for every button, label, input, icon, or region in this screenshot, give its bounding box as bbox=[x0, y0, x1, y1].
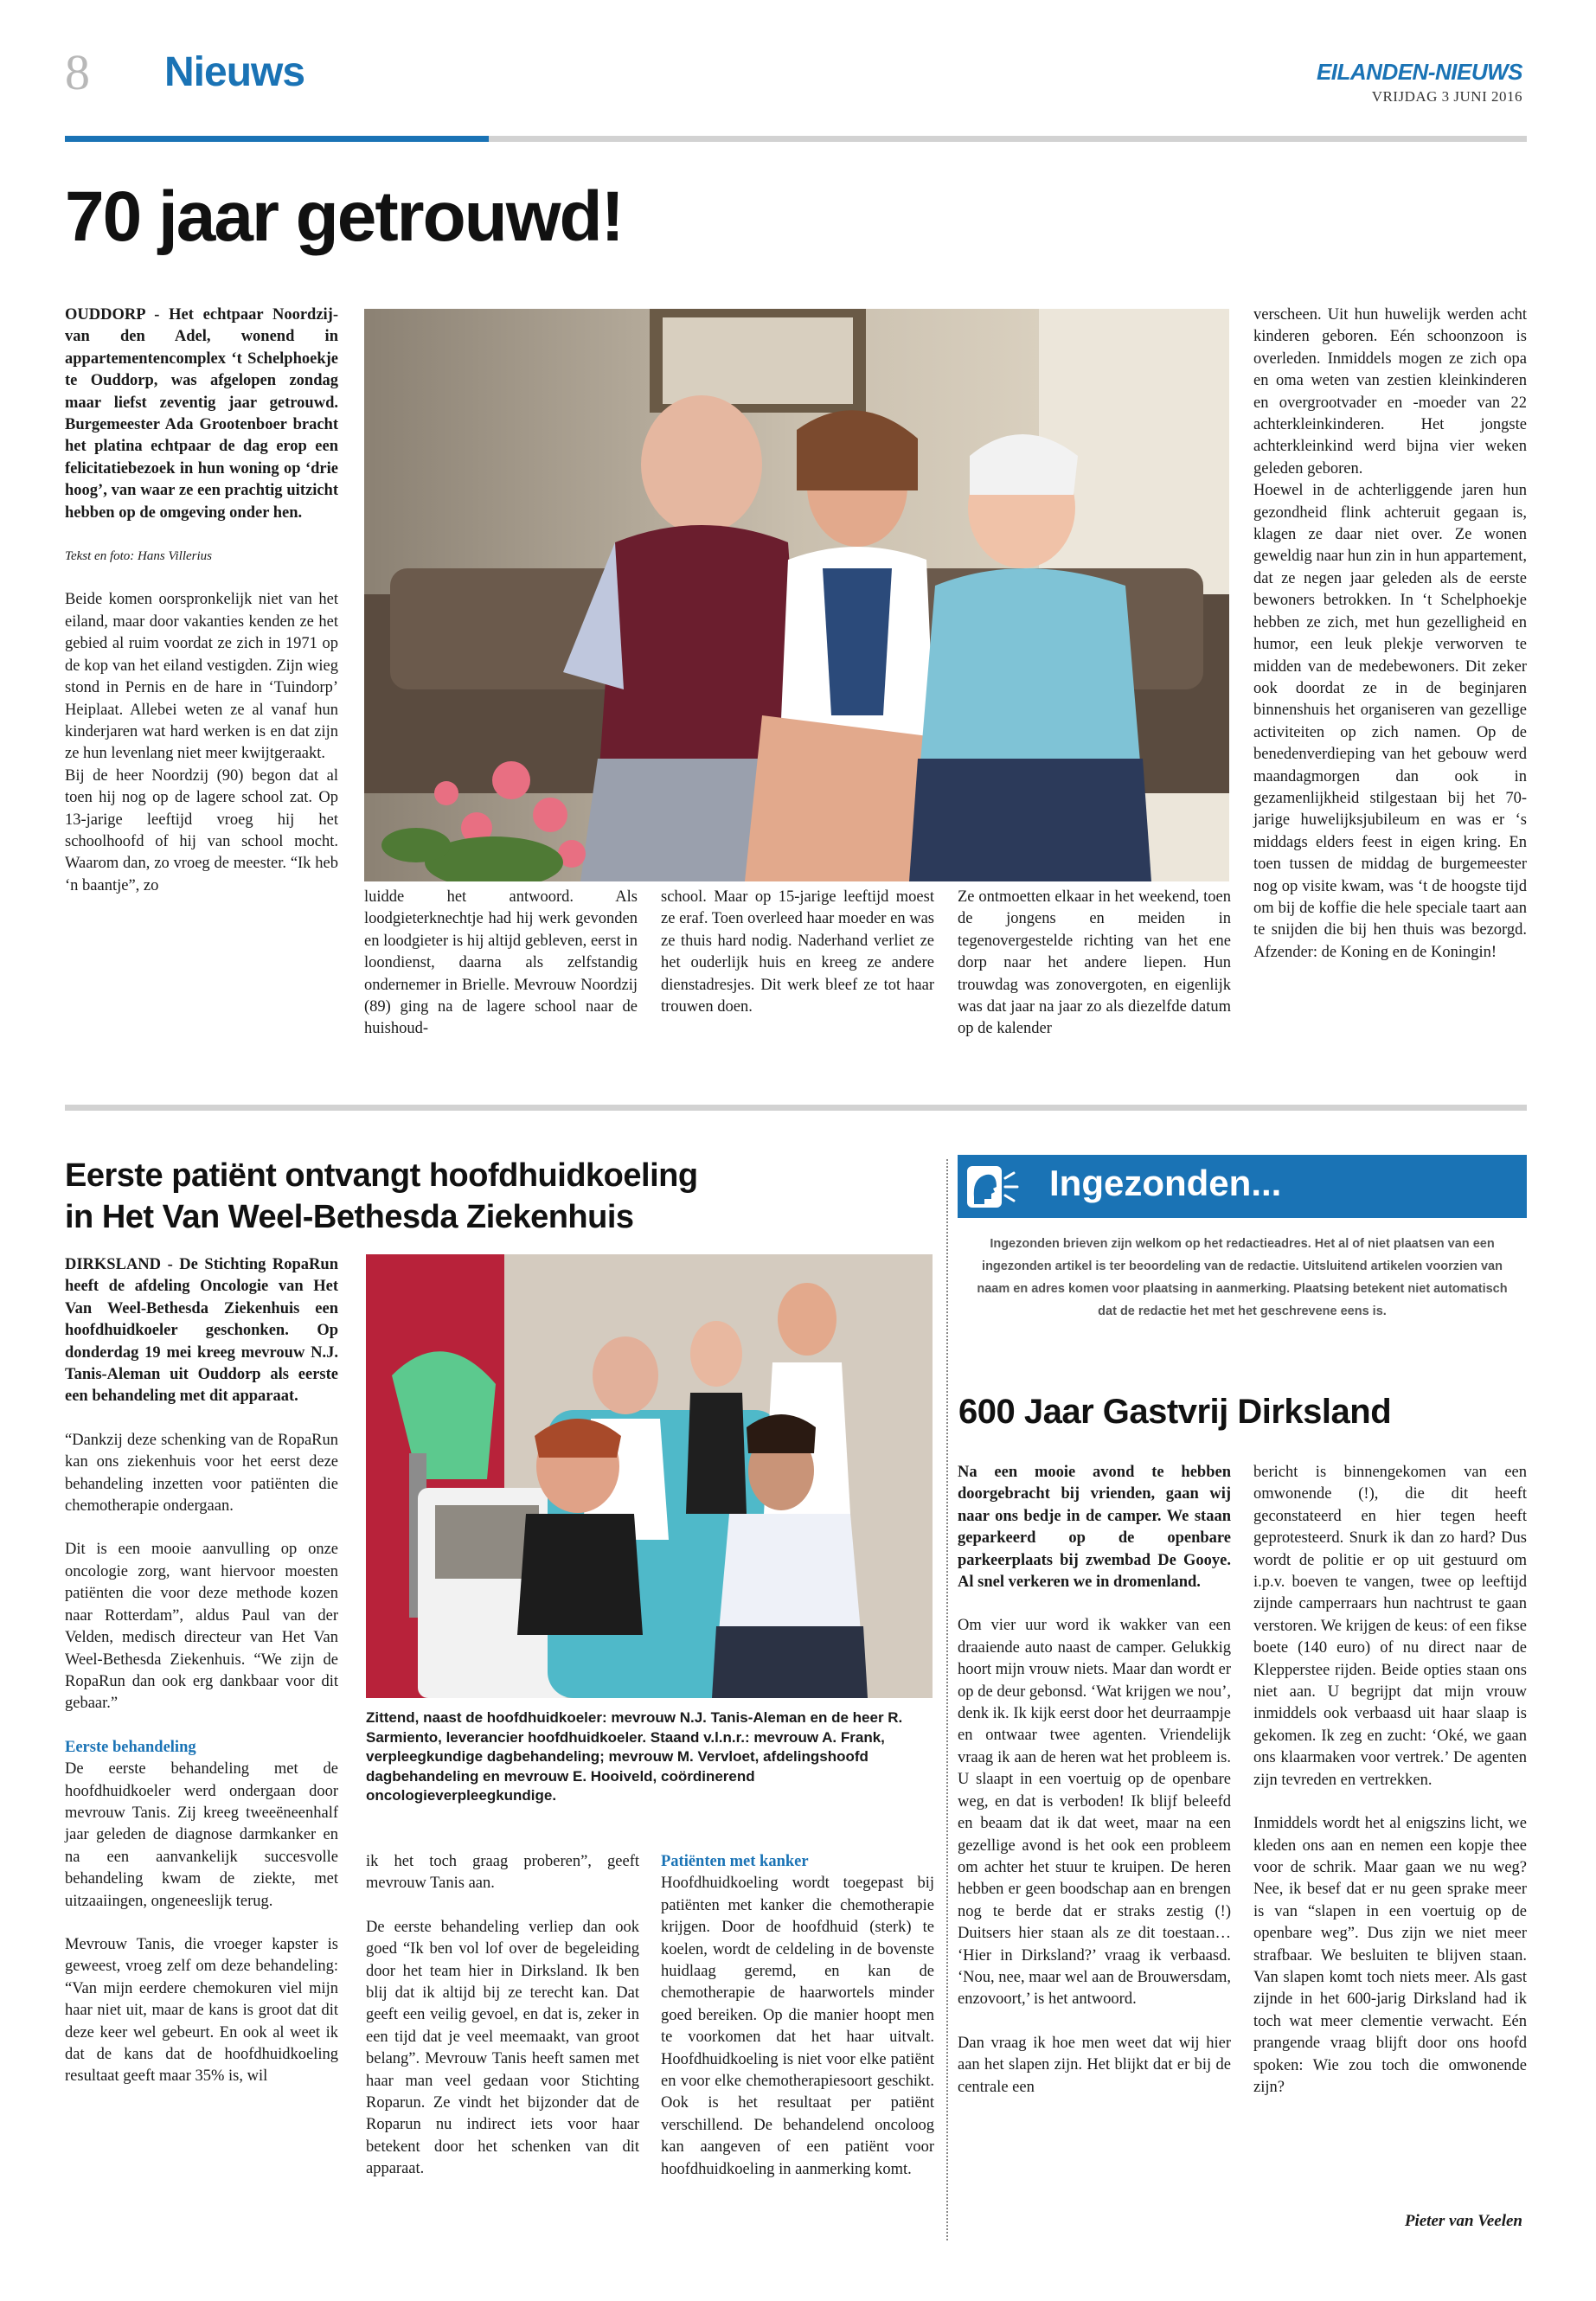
article1-column-1 bbox=[65, 304, 338, 897]
article1-column-4 bbox=[958, 887, 1231, 1041]
article1-column-3 bbox=[661, 887, 934, 1018]
article1-paragraph: Bij de heer Noordzij (90) begon dat al toen hij nog op de lagere school zat. Op 13-jarige leeftijd vroeg hij het schoolhoofd of hij van school mocht. Waarom dan, zo vroeg de meester. “Ik heb ‘n baantje”, zo bbox=[65, 766, 338, 894]
column-divider bbox=[946, 1159, 948, 2240]
article1-paragraph: luidde het antwoord. Als loodgieterknechtje had hij werk gevonden en loodgieter is hij altijd gebleven, eerst in loondienst, daarna als zelfstandig ondernemer in Brielle. Mevrouw Noordzij (89) ging na de lagere school naar de huishoud- bbox=[364, 888, 638, 1038]
article3-paragraph: Dan vraag ik hoe men weet dat wij hier aan het slapen zijn. Het blijkt dat er bij de centrale een bbox=[958, 2034, 1231, 2096]
speaking-head-icon bbox=[967, 1166, 1019, 1208]
ingezonden-title: Ingezonden... bbox=[1049, 1163, 1282, 1203]
article1-paragraph: Hoewel in de achterliggende jaren hun gezondheid flink achteruit gegaan is, klagen ze daar niet over. Ze wonen geweldig naar hun zin in hun appartement, dat ze negen jaar geleden als de eerste bewoners betrokken. In ‘t Schelphoekje hebben ze zich, met hun gezelligheid en humor, een leuk plekje verworven te midden van de medebewoners. Dit zeker ook doordat ze in de beginjaren binnenshuis het organiseren van gezellige activiteiten op zich namen. Op de benedenverdieping van het gebouw werd maandagmorgen dan ook in gezamenlijkheid stilgestaan bij het 70-jarige huwelijksjubileum en was er ‘s middags elders feest in eigen kring. En toen tussen de middag de burgemeester nog op visite kwam, was ‘t de hoogste tijd om bij de koffie die hele speciale taart aan te snijden die bij hen thuis was bezorgd. Afzender: de Koning en de Koningin! bbox=[1253, 482, 1527, 961]
article1-column-5 bbox=[1253, 304, 1527, 964]
article2-column-3 bbox=[661, 1851, 934, 2181]
article1-paragraph: Beide komen oorspronkelijk niet van het eiland, maar door vakanties kenden ze het gebied al ruim voordat ze zich in 1971 op de kop van het eiland vestigden. Zijn wieg stond in Pernis en de hare in ‘Tuindorp’ Heiplaat. Allebei weten ze al vanaf hun kinderjaren wat hard werken is en dat zijn ze hun levenlang niet meer kwijtgeraakt. bbox=[65, 591, 338, 763]
article2-photo bbox=[366, 1254, 933, 1698]
article3-author: Pieter van Veelen bbox=[1404, 2212, 1522, 2230]
article3-headline: 600 Jaar Gastvrij Dirksland bbox=[958, 1393, 1392, 1431]
article1-paragraph: Ze ontmoetten elkaar in het weekend, toen de jongens en meiden in tegenovergestelde richting van het ene dorp naar het andere liepen. Hun trouwdag was zonovergoten, en eigenlijk was dat jaar na jaar zo als diezelfde datum op de kalender bbox=[958, 888, 1231, 1038]
ingezonden-notice: Ingezonden brieven zijn welkom op het redactieadres. Het al of niet plaatsen van een ingezonden artikel is ter beoordeling van de redactie. Uitsluitend artikelen voorzien van naam en adres komen voor plaatsing in aanmerking. Plaatsing betekent niet automatisch dat de redactie het met het geschrevene eens is. bbox=[977, 1237, 1508, 1318]
article2-subhead: Eerste behandeling bbox=[65, 1738, 196, 1756]
article1-paragraph: school. Maar op 15-jarige leeftijd moest ze eraf. Toen overleed haar moeder en was ze thuis hard nodig. Naderhand verliet ze het ouderlijk huis en kreeg ze andere dienstadresjes. Dit werk bleef ze tot haar trouwen doen. bbox=[661, 888, 934, 1016]
section-divider bbox=[65, 1105, 1527, 1111]
section-title: Nieuws bbox=[164, 49, 305, 95]
article2-paragraph: Hoofdhuidkoeling wordt toegepast bij patiënten met kanker die chemotherapie krijgen. Door de hoofdhuid (sterk) te koelen, wordt de celdeling in de bovenste huidlaag geremd, en kan de chemotherapie de haarwortels minder goed bereiken. Op die manier hoopt men te voorkomen dat het haar uitvalt. Hoofdhuidkoeling is niet voor elke patiënt en voor elke chemotherapiesoort geschikt. Ook is het resultaat per patiënt verschillend. De behandelend oncoloog kan aangeven of een patiënt voor hoofdhuidkoeling in aanmerking komt. bbox=[661, 1875, 934, 2178]
article2-paragraph: Dit is een mooie aanvulling op onze oncologie zorg, want hiervoor moesten patiënten die voor deze methode kozen naar Rotterdam”, aldus Paul van der Velden, medisch directeur van Het Van Weel-Bethesda Ziekenhuis. “We zijn de RopaRun dan ook erg dankbaar voor dit gebaar.” bbox=[65, 1541, 338, 1713]
article2-paragraph: Mevrouw Tanis, die vroeger kapster is geweest, vroeg zelf om deze behandeling: “Van mijn eerdere chemokuren viel mijn haar niet uit, maar de kans is groot dat dit deze keer wel gebeurt. En ook al weet ik dat de kans dat de hoofdhuidkoeling resultaat geeft maar 35% is, wil bbox=[65, 1935, 338, 2086]
article3-paragraph: bericht is binnengekomen van een omwonende (!), die dit heeft geconstateerd en hier tegen heeft geprotesteerd. Snurk ik dan zo hard? Dus wordt de politie er op uit gestuurd om i.p.v. boeven te vangen, twee op leeftijd zijnde camperraars hun nachtrust te gaan verstoren. We krijgen de keus: of een fikse boete (140 euro) of nu direct naar de Klepperstee rijden. Beide opties staan ons niet aan. U begrijpt dat mijn vrouw inmiddels ook verbaasd uit haar slaap is gekomen. Ik zeg en zucht: ‘Oké, we gaan ons klaarmaken voor vertrek.’ De agenten zijn tevreden en vertrekken. bbox=[1253, 1464, 1527, 1789]
article2-photo-caption: Zittend, naast de hoofdhuidkoeler: mevrouw N.J. Tanis-Aleman en de heer R. Sarmiento, leverancier hoofdhuidkoeler. Staand v.l.n.r.: mevrouw A. Frank, verpleegkundige dagbehandeling; mevrouw M. Vervloet, afdelingshoofd dagbehandeling en mevrouw E. Hooiveld, coördinerend oncologieverpleegkundige. bbox=[366, 1709, 903, 1804]
article2-paragraph: “Dankzij deze schenking van de RopaRun kan ons ziekenhuis voor het eerst deze behandeling inzetten voor patiënten die chemotherapie ondergaan. bbox=[65, 1431, 338, 1516]
article1-lead: OUDDORP - Het echtpaar Noordzij-van den Adel, wonend in appartementencomplex ‘t Schelphoekje te Ouddorp, was afgelopen zondag maar liefst zeventig jaar getrouwd. Burgemeester Ada Grootenboer bracht het platina echtpaar de dag erop een felicitatiebezoek in hun woning op ‘drie hoog’, van waar ze een prachtig uitzicht hebben op de omgeving onder hen. bbox=[65, 306, 338, 522]
article2-paragraph: De eerste behandeling verliep dan ook goed “Ik ben vol lof over de begeleiding door het team hier in Dirksland. Ik ben blij dat ik altijd bij ze terecht kan. Dat geeft een veilig gevoel, en dat is, zeker in een tijd dat je veel meemaakt, van groot belang”. Mevrouw Tanis heeft samen met haar man veel gedaan voor Stichting Roparun. Ze vindt het bijzonder dat de Roparun nu indirect iets voor haar betekent door het schenken van dit apparaat. bbox=[366, 1918, 639, 2178]
article3-column-1 bbox=[958, 1462, 1231, 2099]
article1-photo-credit: Tekst en foto: Hans Villerius bbox=[65, 549, 212, 564]
header-rule-accent bbox=[65, 136, 489, 142]
article2-paragraph: ik het toch graag proberen”, geeft mevrouw Tanis aan. bbox=[366, 1853, 639, 1893]
article1-column-2 bbox=[364, 887, 638, 1041]
article3-lead: Na een mooie avond te hebben doorgebracht bij vrienden, gaan wij naar ons bedje in de camper. We staan geparkeerd op de openbare parkeerplaats bij zwembad De Gooye. Al snel verkeren we in dromenland. bbox=[958, 1464, 1231, 1592]
hospital-photo-illustration bbox=[366, 1254, 933, 1698]
article2-paragraph: De eerste behandeling met de hoofdhuidkoeler werd ondergaan door mevrouw Tanis. Zij kreeg tweeëneenhalf jaar geleden de diagnose darmkanker en na een aanvankelijk succesvolle behandeling kwam de ziekte, met uitzaaiingen, ongeneeslijk terug. bbox=[65, 1760, 338, 1910]
article3-paragraph: Inmiddels wordt het al enigszins licht, we kleden ons aan en nemen een kopje thee voor de schrik. Maar gaan we nu weg? Nee, ik besef dat er nu geen sprake meer is van “slapen in een voertuig op de openbare weg”. Dus zijn we niet meer strafbaar. We besluiten te blijven staan. Van slapen komt toch niets meer. Als gast zijnde in het 600-jarig Dirksland had ik toch wat meer clementie verwacht. Eén prangende vraag blijft door ons hoofd spoken: Wie zou toch die omwonende zijn? bbox=[1253, 1815, 1527, 2096]
article1-photo bbox=[364, 309, 1229, 881]
article2-headline-line-2: in Het Van Weel-Bethesda Ziekenhuis bbox=[65, 1199, 634, 1235]
article3-paragraph: Om vier uur word ik wakker van een draaiende auto naast de camper. Gelukkig hoort mijn vrouw niets. Maar dan wordt er op de deur gebonsd. ‘Wat krijgen we nou’, denk ik. Ik kijk eerst door het deurraampje en ontwaar twee agenten. Vriendelijk vraag ik aan de heren wat het probleem is. U slaapt in een voertuig op de openbare weg, en dat is verboden! Ik blijf beleefd en beaam dat ik dat weet, maar na een gezellige avond is het ook een probleem om achter het stuur te kruipen. De heren hebben er geen boodschap aan en brengen nog te berde dat er straks zestig (!) Duitsers hier staan als ze dit toestaan… ‘Hier in Dirksland?’ vraag ik verbaasd. ‘Nou, nee, maar wel aan de Brouwersdam, enzovoort,’ is het antwoord. bbox=[958, 1617, 1231, 2009]
article3-column-2 bbox=[1253, 1462, 1527, 2099]
article2-column-2 bbox=[366, 1851, 639, 2181]
issue-date: VRIJDAG 3 JUNI 2016 bbox=[1371, 88, 1522, 105]
masthead-logo: EILANDEN-NIEUWS bbox=[1316, 59, 1522, 85]
article2-lead: DIRKSLAND - De Stichting RopaRun heeft de afdeling Oncologie van Het Van Weel-Bethesda Ziekenhuis een hoofdhuidkoeler geschonken. Op donderdag 19 mei kreeg mevrouw N.J. Tanis-Aleman uit Ouddorp als eerste een behandeling met dit apparaat. bbox=[65, 1256, 338, 1406]
couple-photo-illustration bbox=[364, 309, 1229, 881]
article1-paragraph: verscheen. Uit hun huwelijk werden acht kinderen geboren. Eén schoonzoon is overleden. Inmiddels mogen ze zich opa en oma weten van zestien kleinkinderen en overgrootvader en -moeder van 22 achterkleinkinderen. Het jongste achterkleinkind werd bijna vier weken geleden geboren. bbox=[1253, 306, 1527, 478]
page-number: 8 bbox=[65, 44, 90, 100]
article2-headline bbox=[65, 1155, 930, 1238]
article1-headline: 70 jaar getrouwd! bbox=[65, 177, 623, 256]
article2-headline-line-1: Eerste patiënt ontvangt hoofdhuidkoeling bbox=[65, 1157, 698, 1194]
article2-subhead: Patiënten met kanker bbox=[661, 1853, 809, 1870]
article2-column-1 bbox=[65, 1254, 338, 2088]
